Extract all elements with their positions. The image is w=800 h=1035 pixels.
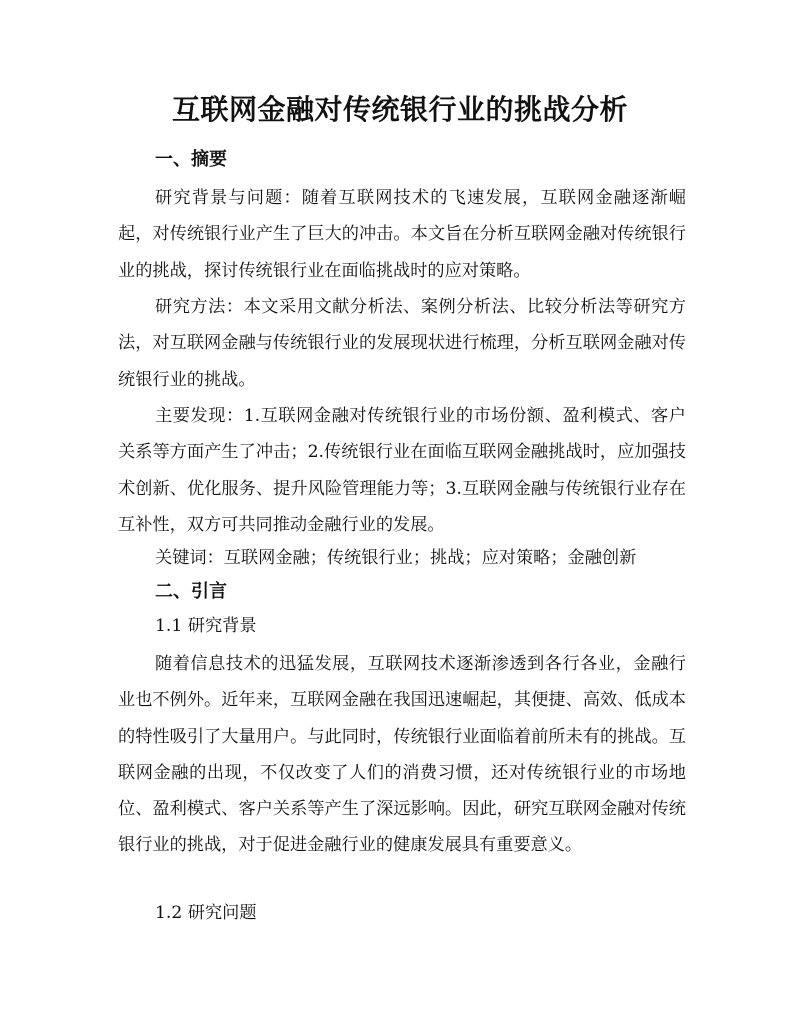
intro-background-paragraph: 随着信息技术的迅猛发展，互联网技术逐渐渗透到各行各业，金融行业也不例外。近年来，互联网金融在我国迅速崛起，其便捷、高效、低成本的特性吸引了大量用户。与此同时，传统银行业面临着前所未有的挑战。互联网金融的出现，不仅改变了人们的消费习惯，还对传统银行业的市场地位、盈利模式、客户关系等产生了深远影响。因此，研究互联网金融对传统银行业的挑战，对于促进金融行业的健康发展具有重要意义。 [118, 654, 686, 856]
subsection-heading-research-question: 1.2 研究问题 [155, 903, 257, 923]
abstract-findings-paragraph: 主要发现：1.互联网金融对传统银行业的市场份额、盈利模式、客户关系等方面产生了冲击；2.传统银行业在面临互联网金融挑战时，应加强技术创新、优化服务、提升风险管理能力等；3.互联网金融与传统银行业存在互补性，双方可共同推动金融行业的发展。 [118, 406, 686, 535]
abstract-methods-paragraph: 研究方法：本文采用文献分析法、案例分析法、比较分析法等研究方法，对互联网金融与传统银行业的发展现状进行梳理，分析互联网金融对传统银行业的挑战。 [118, 297, 686, 390]
section-heading-intro: 二、引言 [155, 581, 227, 602]
section-heading-abstract: 一、摘要 [155, 149, 227, 170]
subsection-heading-background: 1.1 研究背景 [155, 616, 257, 636]
document-title: 互联网金融对传统银行业的挑战分析 [171, 93, 628, 126]
abstract-background-paragraph: 研究背景与问题：随着互联网技术的飞速发展，互联网金融逐渐崛起，对传统银行业产生了巨大的冲击。本文旨在分析互联网金融对传统银行业的挑战，探讨传统银行业在面临挑战时的应对策略。 [118, 188, 686, 281]
keywords-paragraph: 关键词：互联网金融；传统银行业；挑战；应对策略；金融创新 [155, 548, 637, 568]
